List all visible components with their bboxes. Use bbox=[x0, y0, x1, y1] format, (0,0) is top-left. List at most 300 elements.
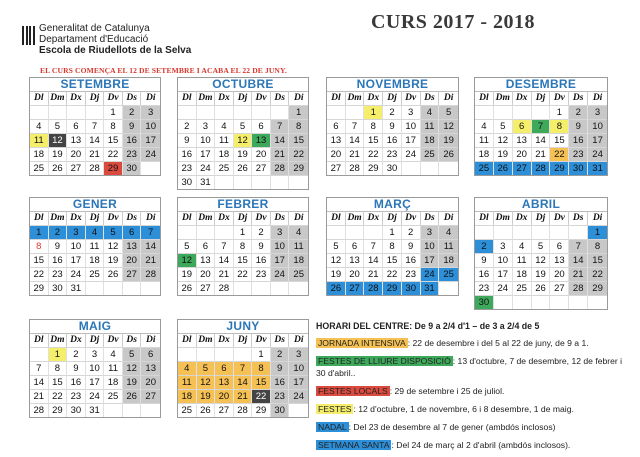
weekday-header: Dv bbox=[252, 333, 271, 347]
day-cell: 16 bbox=[49, 253, 68, 267]
weekday-header: Dv bbox=[104, 91, 123, 105]
day-cell: 22 bbox=[252, 389, 271, 403]
month-calendar bbox=[177, 319, 309, 418]
day-cell: 1 bbox=[234, 225, 253, 239]
day-cell bbox=[532, 225, 551, 239]
day-cell: 18 bbox=[513, 267, 532, 281]
day-cell: 16 bbox=[383, 133, 402, 147]
day-cell: 13 bbox=[513, 133, 532, 147]
day-cell: 30 bbox=[67, 403, 86, 417]
day-cell: 19 bbox=[532, 267, 551, 281]
day-cell: 29 bbox=[364, 161, 383, 175]
day-cell: 4 bbox=[289, 225, 308, 239]
weekday-header: Ds bbox=[569, 91, 588, 105]
day-cell: 8 bbox=[104, 119, 123, 133]
day-cell: 5 bbox=[494, 119, 513, 133]
day-cell bbox=[30, 105, 49, 119]
day-cell: 12 bbox=[327, 253, 346, 267]
day-cell: 30 bbox=[123, 161, 142, 175]
month-grid bbox=[475, 211, 607, 309]
weekday-header: Di bbox=[289, 333, 308, 347]
day-cell bbox=[289, 403, 308, 417]
day-cell: 31 bbox=[588, 161, 607, 175]
day-cell bbox=[197, 347, 216, 361]
day-cell: 27 bbox=[215, 403, 234, 417]
month-grid bbox=[30, 333, 160, 417]
day-cell: 22 bbox=[234, 267, 253, 281]
day-cell: 9 bbox=[475, 253, 494, 267]
legend-item bbox=[316, 355, 634, 379]
day-cell: 12 bbox=[123, 361, 142, 375]
day-cell: 3 bbox=[271, 225, 290, 239]
legend-tag: FESTES LOCALS bbox=[318, 386, 388, 396]
day-cell: 8 bbox=[49, 361, 68, 375]
day-cell: 19 bbox=[178, 267, 197, 281]
day-cell: 2 bbox=[49, 225, 68, 239]
day-cell: 15 bbox=[49, 375, 68, 389]
day-cell bbox=[86, 105, 105, 119]
day-cell: 16 bbox=[123, 133, 142, 147]
day-cell: 21 bbox=[364, 267, 383, 281]
day-cell: 9 bbox=[252, 239, 271, 253]
day-cell: 16 bbox=[271, 375, 290, 389]
month-name: MARÇ bbox=[373, 197, 412, 211]
weekday-header: Ds bbox=[123, 211, 142, 225]
day-cell: 15 bbox=[30, 253, 49, 267]
day-cell bbox=[141, 281, 160, 295]
day-cell: 24 bbox=[494, 281, 513, 295]
weekday-header: Di bbox=[141, 333, 160, 347]
day-cell: 11 bbox=[439, 239, 458, 253]
weekday-header: Dv bbox=[402, 91, 421, 105]
day-cell: 11 bbox=[421, 119, 440, 133]
day-cell bbox=[123, 403, 142, 417]
day-cell: 2 bbox=[271, 347, 290, 361]
weekday-header: Dx bbox=[513, 211, 532, 225]
weekday-header: Dl bbox=[475, 91, 494, 105]
day-cell: 24 bbox=[402, 147, 421, 161]
day-cell bbox=[86, 281, 105, 295]
day-cell: 25 bbox=[30, 161, 49, 175]
weekday-header: Ds bbox=[271, 211, 290, 225]
day-cell: 30 bbox=[569, 161, 588, 175]
day-cell: 27 bbox=[550, 281, 569, 295]
day-cell: 28 bbox=[364, 281, 383, 295]
month-grid bbox=[327, 211, 458, 295]
day-cell: 11 bbox=[86, 239, 105, 253]
day-cell: 13 bbox=[67, 133, 86, 147]
day-cell: 16 bbox=[67, 375, 86, 389]
weekday-header: Ds bbox=[271, 91, 290, 105]
day-cell: 24 bbox=[141, 147, 160, 161]
day-cell: 6 bbox=[513, 119, 532, 133]
day-cell: 7 bbox=[271, 119, 290, 133]
legend-tag: SETMANA SANTA bbox=[318, 440, 390, 450]
day-cell: 2 bbox=[475, 239, 494, 253]
day-cell: 28 bbox=[141, 267, 160, 281]
weekday-header: Di bbox=[439, 91, 458, 105]
day-cell: 6 bbox=[252, 119, 271, 133]
day-cell: 29 bbox=[30, 281, 49, 295]
day-cell: 30 bbox=[402, 281, 421, 295]
month-grid bbox=[30, 211, 160, 295]
day-cell: 22 bbox=[383, 267, 402, 281]
day-cell: 11 bbox=[104, 361, 123, 375]
day-cell: 4 bbox=[475, 119, 494, 133]
day-cell bbox=[178, 105, 197, 119]
day-cell: 16 bbox=[402, 253, 421, 267]
day-cell: 6 bbox=[550, 239, 569, 253]
day-cell bbox=[104, 403, 123, 417]
weekday-header: Dx bbox=[215, 211, 234, 225]
day-cell bbox=[513, 105, 532, 119]
day-cell: 28 bbox=[346, 161, 365, 175]
school-hours: HORARI DEL CENTRE: De 9 a 2/4 d'1 – de 3 a 2/4 de 5 bbox=[316, 321, 540, 331]
day-cell: 26 bbox=[532, 281, 551, 295]
day-cell: 10 bbox=[289, 361, 308, 375]
weekday-header: Dv bbox=[402, 211, 421, 225]
weekday-header: Di bbox=[141, 211, 160, 225]
weekday-header: Dj bbox=[234, 333, 253, 347]
day-cell: 1 bbox=[49, 347, 68, 361]
day-cell: 7 bbox=[234, 361, 253, 375]
day-cell: 10 bbox=[271, 239, 290, 253]
weekday-header: Dl bbox=[30, 91, 49, 105]
day-cell: 11 bbox=[178, 375, 197, 389]
day-cell: 12 bbox=[49, 133, 68, 147]
day-cell bbox=[234, 105, 253, 119]
day-cell: 15 bbox=[289, 133, 308, 147]
day-cell: 2 bbox=[569, 105, 588, 119]
day-cell: 23 bbox=[178, 161, 197, 175]
day-cell: 27 bbox=[141, 389, 160, 403]
day-cell bbox=[234, 347, 253, 361]
day-cell: 26 bbox=[439, 147, 458, 161]
day-cell bbox=[178, 225, 197, 239]
day-cell: 4 bbox=[86, 225, 105, 239]
day-cell: 26 bbox=[49, 161, 68, 175]
day-cell: 24 bbox=[86, 389, 105, 403]
day-cell: 25 bbox=[86, 267, 105, 281]
day-cell: 23 bbox=[402, 267, 421, 281]
day-cell: 31 bbox=[67, 281, 86, 295]
legend-text: : Del 24 de març al 2 d'abril (ambdós inclosos). bbox=[391, 440, 571, 450]
day-cell: 29 bbox=[104, 161, 123, 175]
day-cell: 10 bbox=[588, 119, 607, 133]
day-cell: 4 bbox=[104, 347, 123, 361]
day-cell: 29 bbox=[550, 161, 569, 175]
day-cell: 7 bbox=[215, 239, 234, 253]
day-cell: 20 bbox=[346, 267, 365, 281]
day-cell: 5 bbox=[327, 239, 346, 253]
day-cell: 18 bbox=[86, 253, 105, 267]
weekday-header: Dj bbox=[86, 211, 105, 225]
day-cell: 14 bbox=[86, 133, 105, 147]
day-cell: 14 bbox=[271, 133, 290, 147]
day-cell: 12 bbox=[104, 239, 123, 253]
day-cell: 5 bbox=[532, 239, 551, 253]
day-cell: 25 bbox=[215, 161, 234, 175]
day-cell: 21 bbox=[569, 267, 588, 281]
day-cell: 13 bbox=[123, 239, 142, 253]
day-cell: 17 bbox=[197, 147, 216, 161]
weekday-header: Dj bbox=[86, 333, 105, 347]
day-cell: 11 bbox=[513, 253, 532, 267]
day-cell: 3 bbox=[588, 105, 607, 119]
day-cell: 3 bbox=[402, 105, 421, 119]
day-cell: 18 bbox=[104, 375, 123, 389]
day-cell: 11 bbox=[215, 133, 234, 147]
day-cell bbox=[402, 161, 421, 175]
day-cell: 1 bbox=[588, 225, 607, 239]
day-cell: 11 bbox=[30, 133, 49, 147]
day-cell: 26 bbox=[104, 267, 123, 281]
month-calendar bbox=[29, 197, 161, 296]
day-cell: 27 bbox=[346, 281, 365, 295]
month-grid bbox=[178, 333, 308, 417]
day-cell: 6 bbox=[141, 347, 160, 361]
legend-item bbox=[316, 403, 634, 415]
month-grid bbox=[475, 91, 607, 175]
weekday-header: Ds bbox=[123, 333, 142, 347]
day-cell: 7 bbox=[30, 361, 49, 375]
day-cell bbox=[289, 281, 308, 295]
day-cell: 1 bbox=[30, 225, 49, 239]
day-cell: 16 bbox=[178, 147, 197, 161]
weekday-header: Dx bbox=[215, 333, 234, 347]
day-cell bbox=[494, 225, 513, 239]
day-cell: 24 bbox=[421, 267, 440, 281]
day-cell: 7 bbox=[364, 239, 383, 253]
day-cell: 26 bbox=[123, 389, 142, 403]
day-cell: 14 bbox=[569, 253, 588, 267]
day-cell: 5 bbox=[123, 347, 142, 361]
day-cell: 26 bbox=[234, 161, 253, 175]
day-cell bbox=[271, 175, 290, 189]
day-cell: 7 bbox=[346, 119, 365, 133]
weekday-header: Dx bbox=[67, 91, 86, 105]
day-cell: 13 bbox=[141, 361, 160, 375]
weekday-header: Dm bbox=[197, 333, 216, 347]
day-cell: 4 bbox=[513, 239, 532, 253]
day-cell: 28 bbox=[271, 161, 290, 175]
day-cell: 29 bbox=[383, 281, 402, 295]
month-calendar bbox=[326, 197, 459, 296]
weekday-header: Ds bbox=[271, 333, 290, 347]
generalitat-logo-icon bbox=[22, 26, 35, 45]
weekday-header: Dm bbox=[197, 211, 216, 225]
day-cell: 17 bbox=[421, 253, 440, 267]
day-cell: 18 bbox=[421, 133, 440, 147]
legend-text: : 12 d'octubre, 1 de novembre, 6 i 8 desembre, 1 de maig. bbox=[353, 404, 574, 414]
month-grid bbox=[327, 91, 458, 175]
course-notice: EL CURS COMENÇA EL 12 DE SETEMBRE I ACABA EL 22 DE JUNY. bbox=[40, 66, 287, 75]
day-cell: 20 bbox=[252, 147, 271, 161]
weekday-header: Dj bbox=[234, 211, 253, 225]
day-cell: 2 bbox=[67, 347, 86, 361]
weekday-header: Dl bbox=[30, 333, 49, 347]
day-cell: 8 bbox=[234, 239, 253, 253]
day-cell: 27 bbox=[197, 281, 216, 295]
day-cell bbox=[215, 105, 234, 119]
day-cell: 28 bbox=[215, 281, 234, 295]
day-cell bbox=[123, 281, 142, 295]
legend-text: : 22 de desembre i del 5 al 22 de juny, de 9 a 1. bbox=[407, 338, 589, 348]
weekday-header: Dj bbox=[234, 91, 253, 105]
day-cell: 6 bbox=[327, 119, 346, 133]
day-cell: 20 bbox=[123, 253, 142, 267]
day-cell: 17 bbox=[494, 267, 513, 281]
day-cell: 25 bbox=[421, 147, 440, 161]
day-cell: 28 bbox=[569, 281, 588, 295]
legend-tag: NADAL bbox=[318, 422, 347, 432]
day-cell: 13 bbox=[215, 375, 234, 389]
month-calendar bbox=[177, 77, 309, 190]
month-name: OCTUBRE bbox=[212, 77, 274, 91]
weekday-header: Dj bbox=[86, 91, 105, 105]
organization-header bbox=[39, 23, 191, 56]
day-cell bbox=[513, 225, 532, 239]
month-calendar bbox=[29, 319, 161, 418]
month-grid bbox=[178, 211, 308, 295]
weekday-header: Ds bbox=[421, 91, 440, 105]
day-cell bbox=[289, 175, 308, 189]
month-name: NOVEMBRE bbox=[356, 77, 429, 91]
day-cell: 4 bbox=[421, 105, 440, 119]
day-cell: 7 bbox=[532, 119, 551, 133]
day-cell bbox=[234, 281, 253, 295]
day-cell: 23 bbox=[271, 389, 290, 403]
day-cell bbox=[104, 281, 123, 295]
day-cell bbox=[215, 225, 234, 239]
day-cell: 9 bbox=[67, 361, 86, 375]
day-cell: 5 bbox=[197, 361, 216, 375]
day-cell: 8 bbox=[383, 239, 402, 253]
day-cell bbox=[513, 295, 532, 309]
day-cell: 25 bbox=[439, 267, 458, 281]
day-cell bbox=[67, 105, 86, 119]
day-cell: 15 bbox=[104, 133, 123, 147]
day-cell: 18 bbox=[475, 147, 494, 161]
weekday-header: Dj bbox=[383, 211, 402, 225]
day-cell: 19 bbox=[234, 147, 253, 161]
day-cell: 12 bbox=[197, 375, 216, 389]
day-cell: 27 bbox=[513, 161, 532, 175]
day-cell bbox=[215, 175, 234, 189]
day-cell: 20 bbox=[550, 267, 569, 281]
day-cell: 15 bbox=[234, 253, 253, 267]
month-name: GENER bbox=[72, 197, 118, 211]
weekday-header: Dx bbox=[364, 91, 383, 105]
weekday-header: Dv bbox=[104, 333, 123, 347]
day-cell: 8 bbox=[588, 239, 607, 253]
day-cell: 9 bbox=[123, 119, 142, 133]
day-cell: 10 bbox=[494, 253, 513, 267]
weekday-header: Dx bbox=[513, 91, 532, 105]
day-cell bbox=[49, 105, 68, 119]
weekday-header: Dx bbox=[67, 211, 86, 225]
day-cell: 23 bbox=[123, 147, 142, 161]
day-cell: 10 bbox=[402, 119, 421, 133]
day-cell bbox=[569, 225, 588, 239]
day-cell bbox=[215, 347, 234, 361]
day-cell: 22 bbox=[49, 389, 68, 403]
day-cell bbox=[475, 105, 494, 119]
day-cell: 9 bbox=[178, 133, 197, 147]
day-cell: 21 bbox=[271, 147, 290, 161]
weekday-header: Ds bbox=[421, 211, 440, 225]
day-cell: 22 bbox=[104, 147, 123, 161]
weekday-header: Dl bbox=[178, 211, 197, 225]
day-cell: 20 bbox=[327, 147, 346, 161]
day-cell: 5 bbox=[178, 239, 197, 253]
day-cell: 19 bbox=[439, 133, 458, 147]
weekday-header: Dl bbox=[178, 333, 197, 347]
day-cell: 6 bbox=[215, 361, 234, 375]
day-cell bbox=[494, 295, 513, 309]
day-cell: 16 bbox=[569, 133, 588, 147]
weekday-header: Dl bbox=[30, 211, 49, 225]
weekday-header: Dv bbox=[550, 211, 569, 225]
day-cell: 23 bbox=[67, 389, 86, 403]
day-cell: 13 bbox=[252, 133, 271, 147]
month-name: SETEMBRE bbox=[60, 77, 130, 91]
day-cell: 30 bbox=[271, 403, 290, 417]
weekday-header: Di bbox=[289, 211, 308, 225]
day-cell: 27 bbox=[67, 161, 86, 175]
weekday-header: Dj bbox=[383, 91, 402, 105]
day-cell: 12 bbox=[234, 133, 253, 147]
day-cell: 23 bbox=[49, 267, 68, 281]
day-cell: 10 bbox=[141, 119, 160, 133]
day-cell bbox=[346, 105, 365, 119]
day-cell: 23 bbox=[252, 267, 271, 281]
weekday-header: Di bbox=[588, 91, 607, 105]
day-cell: 15 bbox=[588, 253, 607, 267]
day-cell bbox=[30, 347, 49, 361]
weekday-header: Dl bbox=[327, 211, 346, 225]
day-cell: 8 bbox=[289, 119, 308, 133]
day-cell: 19 bbox=[123, 375, 142, 389]
day-cell: 9 bbox=[271, 361, 290, 375]
day-cell: 14 bbox=[234, 375, 253, 389]
weekday-header: Dm bbox=[494, 211, 513, 225]
day-cell bbox=[550, 225, 569, 239]
day-cell: 5 bbox=[234, 119, 253, 133]
day-cell bbox=[364, 225, 383, 239]
day-cell: 17 bbox=[402, 133, 421, 147]
day-cell: 20 bbox=[67, 147, 86, 161]
day-cell: 24 bbox=[67, 267, 86, 281]
day-cell: 16 bbox=[252, 253, 271, 267]
day-cell: 14 bbox=[364, 253, 383, 267]
day-cell: 28 bbox=[86, 161, 105, 175]
day-cell: 14 bbox=[215, 253, 234, 267]
day-cell: 29 bbox=[588, 281, 607, 295]
month-name: MAIG bbox=[78, 319, 112, 333]
day-cell: 3 bbox=[197, 119, 216, 133]
day-cell bbox=[421, 161, 440, 175]
weekday-header: Dm bbox=[49, 91, 68, 105]
day-cell: 10 bbox=[197, 133, 216, 147]
day-cell: 7 bbox=[569, 239, 588, 253]
weekday-header: Ds bbox=[123, 91, 142, 105]
day-cell bbox=[141, 403, 160, 417]
day-cell: 21 bbox=[346, 147, 365, 161]
day-cell: 15 bbox=[383, 253, 402, 267]
weekday-header: Dm bbox=[346, 211, 365, 225]
day-cell: 20 bbox=[215, 389, 234, 403]
